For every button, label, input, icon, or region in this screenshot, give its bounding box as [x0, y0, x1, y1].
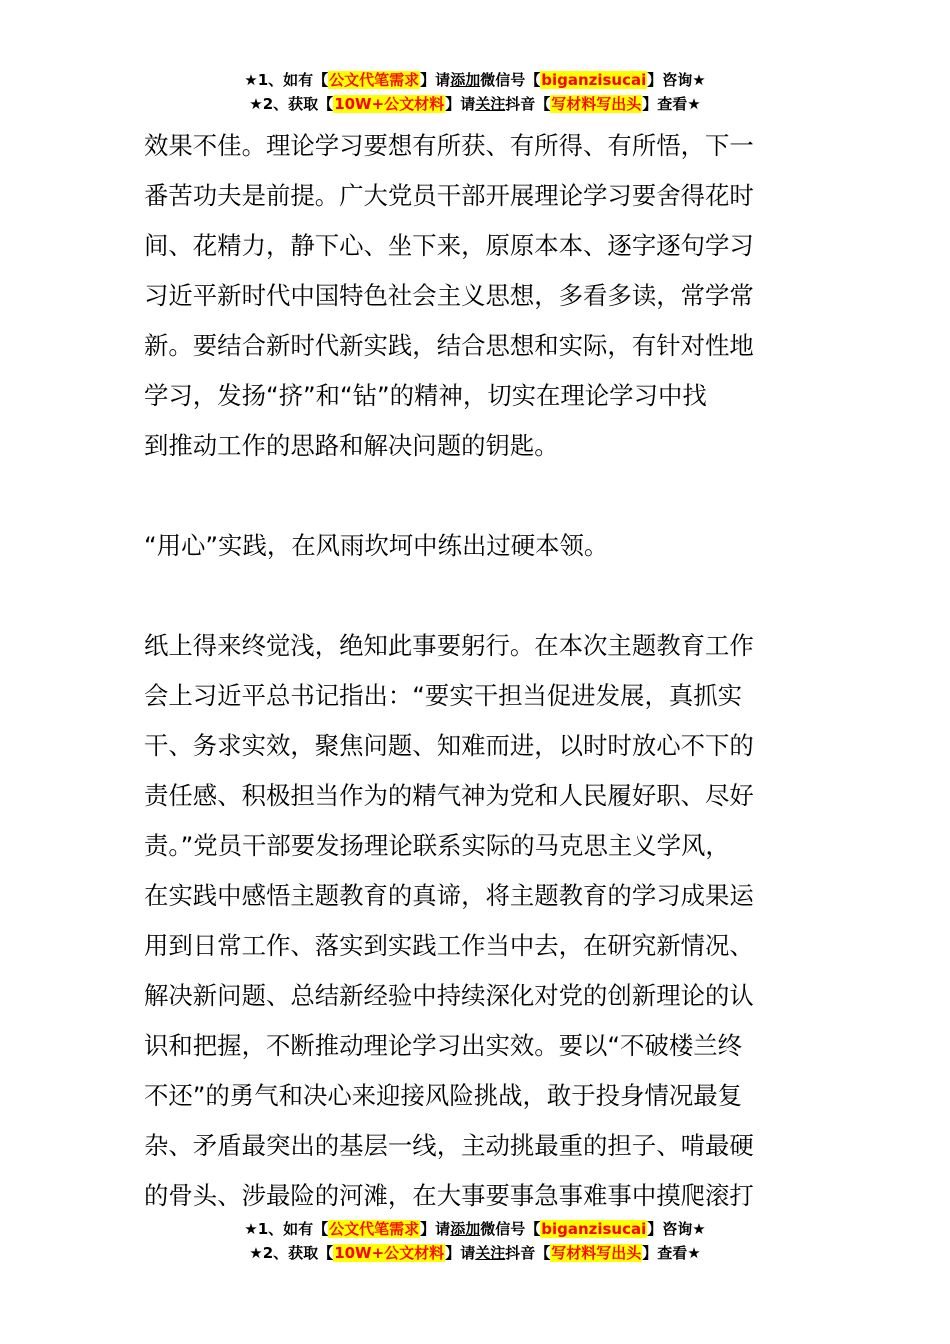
text-line: 的骨头、涉最险的河滩，在大事要事急事难事中摸爬滚打 [144, 1181, 754, 1210]
banner-highlight: biganzisucai [541, 1220, 647, 1238]
text-line: 间、花精力，静下心、坐下来，原原本本、逐字逐句学习 [144, 231, 754, 260]
banner-text: 微信号【 [480, 1220, 541, 1238]
banner-line-2 [0, 1241, 950, 1265]
text-line: 纸上得来终觉浅，绝知此事要躬行。在本次主题教育工作 [144, 631, 754, 660]
banner-underlined: 关注 [475, 1244, 506, 1262]
banner-text: 微信号【 [480, 71, 541, 89]
banner-highlight: 写材料写出头 [551, 1244, 642, 1262]
header-banner [0, 68, 950, 116]
banner-text: 】查看★ [642, 1244, 701, 1262]
banner-text: 】查看★ [642, 95, 701, 113]
text-line: 到推动工作的思路和解决问题的钥匙。 [144, 431, 559, 460]
banner-text: ★2、获取【 [249, 95, 334, 113]
banner-highlight: 公文代笔需求 [329, 1220, 420, 1238]
banner-text: 】请 [445, 1244, 476, 1262]
text-line: 解决新问题、总结新经验中持续深化对党的创新理论的认 [144, 981, 754, 1010]
text-line: 在实践中感悟主题教育的真谛，将主题教育的学习成果运 [144, 881, 754, 910]
banner-underlined: 添加 [450, 1220, 481, 1238]
text-line: 干、务求实效，聚焦问题、知难而进，以时时放心不下的 [144, 731, 754, 760]
banner-line-1 [0, 1217, 950, 1241]
text-line: 责任感、积极担当作为的精气神为党和人民履好职、尽好 [144, 781, 754, 810]
text-line: 效果不佳。理论学习要想有所获、有所得、有所悟，下一 [144, 131, 754, 160]
text-line: 新。要结合新时代新实践，结合思想和实际，有针对性地 [144, 331, 754, 360]
footer-banner [0, 1217, 950, 1265]
banner-text: ★2、获取【 [249, 1244, 334, 1262]
banner-text: ★1、如有【 [244, 71, 329, 89]
text-line: 识和把握，不断推动理论学习出实效。要以“不破楼兰终 [144, 1031, 743, 1060]
banner-highlight: 10W+公文材料 [334, 1244, 445, 1262]
banner-text: 】咨询★ [647, 1220, 706, 1238]
paragraph-2 [144, 621, 806, 1221]
text-line: 不还”的勇气和决心来迎接风险挑战，敢于投身情况最复 [144, 1081, 743, 1110]
text-line: 会上习近平总书记指出：“要实干担当促进发展，真抓实 [144, 681, 743, 710]
banner-text: 抖音【 [505, 1244, 551, 1262]
paragraph-1 [144, 121, 806, 471]
banner-highlight: biganzisucai [541, 71, 647, 89]
banner-line-2 [0, 92, 950, 116]
banner-text: 】咨询★ [647, 71, 706, 89]
banner-highlight: 公文代笔需求 [329, 71, 420, 89]
text-line: 学习，发扬“挤”和“钻”的精神，切实在理论学习中找 [144, 381, 707, 410]
banner-text: 】请 [420, 1220, 451, 1238]
banner-line-1 [0, 68, 950, 92]
text-line: 杂、矛盾最突出的基层一线，主动挑最重的担子、啃最硬 [144, 1131, 754, 1160]
banner-text: 】请 [445, 95, 476, 113]
heading-text: “用心”实践，在风雨坎坷中练出过硬本领。 [144, 531, 609, 560]
text-line: 习近平新时代中国特色社会主义思想，多看多读，常学常 [144, 281, 754, 310]
banner-highlight: 10W+公文材料 [334, 95, 445, 113]
text-line: 责。”党员干部要发扬理论联系实际的马克思主义学风， [144, 831, 730, 860]
text-line: 番苦功夫是前提。广大党员干部开展理论学习要舍得花时 [144, 181, 754, 210]
section-heading [144, 521, 806, 571]
banner-text: 抖音【 [505, 95, 551, 113]
banner-underlined: 关注 [475, 95, 506, 113]
banner-text: 】请 [420, 71, 451, 89]
banner-text: ★1、如有【 [244, 1220, 329, 1238]
text-line: 用到日常工作、落实到实践工作当中去，在研究新情况、 [144, 931, 754, 960]
banner-underlined: 添加 [450, 71, 481, 89]
banner-highlight: 写材料写出头 [551, 95, 642, 113]
